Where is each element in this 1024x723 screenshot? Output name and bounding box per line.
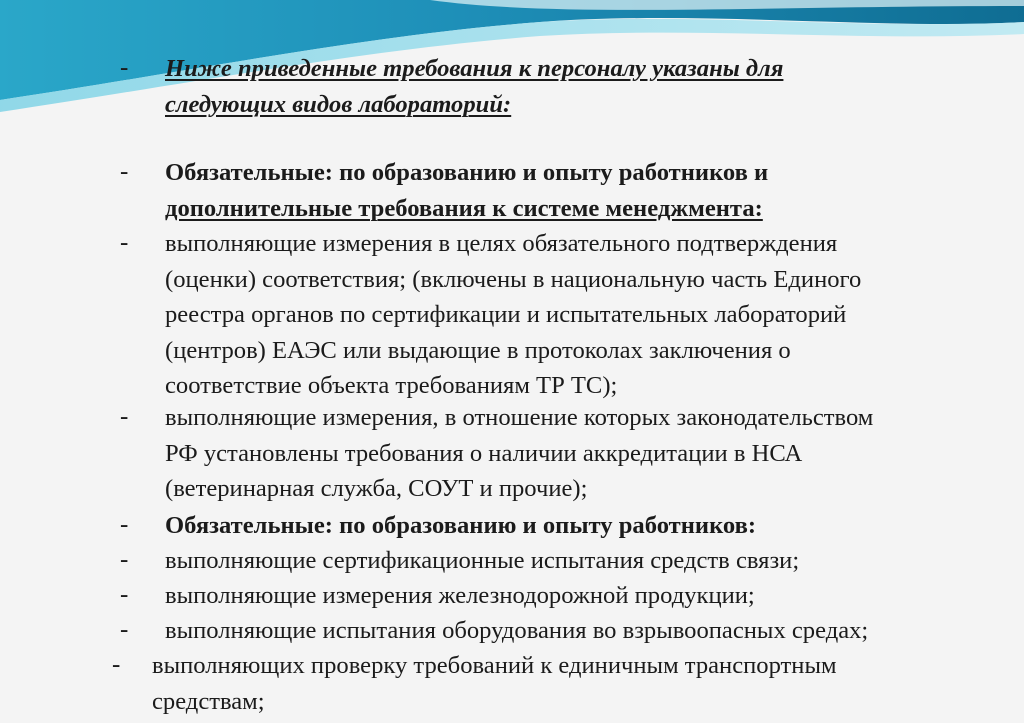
text-line: Ниже приведенные требования к персоналу указаны для — [165, 55, 784, 82]
text-line: выполняющих проверку требований к единичным транспортным — [152, 652, 837, 679]
text-line: (ветеринарная служба, СОУТ и прочие); — [165, 475, 588, 502]
text-line: дополнительные требования к системе менеджмента: — [165, 194, 763, 222]
list-bullet: - — [120, 616, 129, 643]
list-bullet: - — [120, 546, 129, 573]
list-item-text — [165, 400, 1010, 507]
list-bullet: - — [120, 229, 129, 256]
list-item-text — [165, 226, 1010, 404]
list-bullet: - — [120, 403, 129, 430]
text-line: выполняющие измерения, в отношение которых законодательством — [165, 404, 874, 431]
list-item-text — [152, 648, 997, 719]
text-line: Обязательные: по образованию и опыту работников и — [165, 159, 769, 186]
text-line: выполняющие измерения в целях обязательного подтверждения — [165, 230, 838, 257]
list-bullet: - — [120, 511, 129, 538]
text-line: следующих видов лабораторий: — [165, 90, 512, 118]
list-bullet: - — [120, 158, 129, 185]
list-bullet: - — [120, 581, 129, 608]
list-item-text — [165, 543, 1010, 579]
text-line: (оценки) соответствия; (включены в национальную часть Единого — [165, 265, 862, 293]
text-line: (центров) ЕАЭС или выдающие в протоколах заключения о — [165, 336, 791, 364]
text-line: выполняющие испытания оборудования во взрывоопасных средах; — [165, 617, 869, 644]
text-line: выполняющие сертификационные испытания средств связи; — [165, 547, 800, 574]
text-line: РФ установлены требования о наличии аккредитации в НСА — [165, 439, 803, 467]
list-bullet: - — [120, 54, 129, 81]
text-line: средствам; — [152, 687, 265, 715]
list-item-text — [165, 613, 1010, 649]
list-item-heading — [165, 51, 1010, 122]
list-bullet: - — [112, 651, 121, 678]
text-line: реестра органов по сертификации и испытательных лабораторий — [165, 301, 847, 328]
text-line: Обязательные: по образованию и опыту работников: — [165, 512, 757, 539]
text-line: соответствие объекта требованиям ТР ТС); — [165, 372, 618, 399]
list-item-text — [165, 578, 1010, 614]
list-item-heading — [165, 155, 1010, 226]
text-line: выполняющие измерения железнодорожной продукции; — [165, 582, 755, 609]
list-item-heading — [165, 508, 1010, 544]
